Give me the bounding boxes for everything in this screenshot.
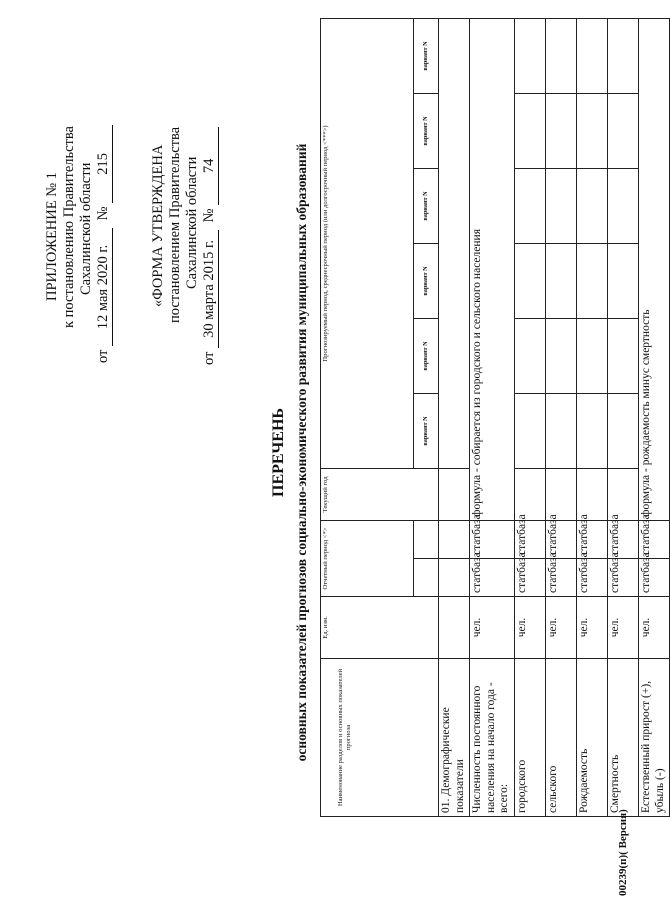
document-subtitle: основных показателей прогнозов социально-экономического развития муниципальных образований [294, 143, 309, 762]
appendix-block [44, 125, 113, 363]
table-row [515, 19, 546, 817]
row-reporting-1: статбаза [577, 559, 608, 597]
row-reporting-2: статбаза [546, 521, 577, 559]
row-reporting-2: статбаза [470, 521, 515, 559]
col-header-name: Наименование разделов и основных показателей прогноза [321, 659, 439, 817]
row-reporting-2: статбаза [577, 521, 608, 559]
appendix-date-line [95, 125, 113, 363]
empty-cell [515, 244, 546, 319]
empty-cell [577, 394, 608, 469]
from-label: от [95, 349, 111, 363]
empty-cell [546, 244, 577, 319]
table-row [608, 19, 639, 817]
row-unit: чел. [470, 597, 515, 659]
row-name: сельского [546, 659, 577, 817]
empty-cell [608, 94, 639, 169]
number-label: № [95, 206, 111, 221]
col-header-variant: вариант N [413, 169, 438, 244]
col-header-reporting-2 [413, 521, 438, 559]
number-label: № [201, 208, 217, 223]
empty-cell [515, 469, 546, 521]
section-title: 01. Демографические показатели [439, 659, 470, 817]
empty-cell [577, 244, 608, 319]
table-row [546, 19, 577, 817]
empty-cell [439, 559, 470, 597]
form-approved-block [150, 127, 219, 365]
col-header-unit: Ед. изм. [321, 597, 439, 659]
row-unit: чел. [546, 597, 577, 659]
empty-cell [439, 469, 470, 521]
row-unit: чел. [577, 597, 608, 659]
col-header-variant: вариант N [413, 19, 438, 94]
row-reporting-2: статбаза [515, 521, 546, 559]
col-header-variant: вариант N [413, 244, 438, 319]
empty-cell [515, 94, 546, 169]
row-reporting-1: статбаза [470, 559, 515, 597]
section-row [439, 19, 470, 817]
row-reporting-1: статбаза [546, 559, 577, 597]
empty-cell [577, 94, 608, 169]
row-unit: чел. [608, 597, 639, 659]
row-reporting-2: статбаза [608, 521, 639, 559]
empty-cell [608, 169, 639, 244]
col-header-reporting: Отчетный период <*> [321, 521, 414, 597]
empty-cell [577, 19, 608, 94]
empty-cell [439, 521, 470, 559]
footer-version: 00239(п)( Версия) [617, 809, 629, 896]
row-unit: чел. [515, 597, 546, 659]
empty-cell [608, 19, 639, 94]
empty-cell [608, 244, 639, 319]
row-unit: чел. [639, 597, 670, 659]
empty-cell [608, 469, 639, 521]
row-reporting-2: статбаза [639, 521, 670, 559]
empty-cell [608, 394, 639, 469]
empty-cell [577, 469, 608, 521]
empty-cell [577, 169, 608, 244]
table-row [470, 19, 515, 817]
row-name: Смертность [608, 659, 639, 817]
form-line-2: Сахалинской области [184, 156, 200, 289]
appendix-title: ПРИЛОЖЕНИЕ № 1 [44, 172, 60, 301]
col-header-variant: вариант N [413, 319, 438, 394]
empty-cell [546, 394, 577, 469]
from-label: от [201, 351, 217, 365]
col-header-reporting-1 [413, 559, 438, 597]
document-title: ПЕРЕЧЕНЬ [270, 408, 287, 497]
empty-cell [546, 19, 577, 94]
empty-cell [546, 469, 577, 521]
empty-cell [515, 319, 546, 394]
col-header-variant: вариант N [413, 94, 438, 169]
row-name: Численность постоянного населения на начало года - всего: [470, 659, 515, 817]
empty-cell [546, 319, 577, 394]
table-row [577, 19, 608, 817]
appendix-date: 12 мая 2020 г. [95, 228, 113, 346]
row-reporting-1: статбаза [608, 559, 639, 597]
form-number: 74 [201, 127, 219, 205]
form-date: 30 марта 2015 г. [201, 230, 219, 348]
empty-cell [439, 19, 470, 469]
row-note: формула - собирается из городского и сельского населения [470, 19, 515, 521]
form-date-line [201, 127, 219, 365]
table-row [639, 19, 670, 817]
empty-cell [546, 94, 577, 169]
col-header-current: Текущий год [321, 469, 439, 521]
empty-cell [515, 169, 546, 244]
empty-cell [515, 19, 546, 94]
header-row [321, 19, 414, 817]
row-reporting-1: статбаза [515, 559, 546, 597]
empty-cell [515, 394, 546, 469]
col-header-variant: вариант N [413, 394, 438, 469]
row-name: Рождаемость [577, 659, 608, 817]
row-name: Естественный прирост (+), убыль (-) [639, 659, 670, 817]
appendix-line-2: Сахалинской области [78, 162, 94, 295]
empty-cell [546, 169, 577, 244]
row-reporting-1: статбаза [639, 559, 670, 597]
row-note: формула - рождаемость минус смертность [639, 19, 670, 521]
empty-cell [608, 319, 639, 394]
appendix-number: 215 [95, 125, 113, 203]
form-title: «ФОРМА УТВЕРЖДЕНА [150, 144, 166, 307]
form-line-1: постановлением Правительства [167, 126, 183, 323]
appendix-line-1: к постановлению Правительства [61, 126, 77, 328]
empty-cell [577, 319, 608, 394]
col-header-forecast: Прогнозируемый период, среднесрочный период (или долгосрочный период <***>) [321, 19, 414, 469]
row-name: городского [515, 659, 546, 817]
empty-cell [439, 597, 470, 659]
indicators-table [320, 18, 670, 817]
